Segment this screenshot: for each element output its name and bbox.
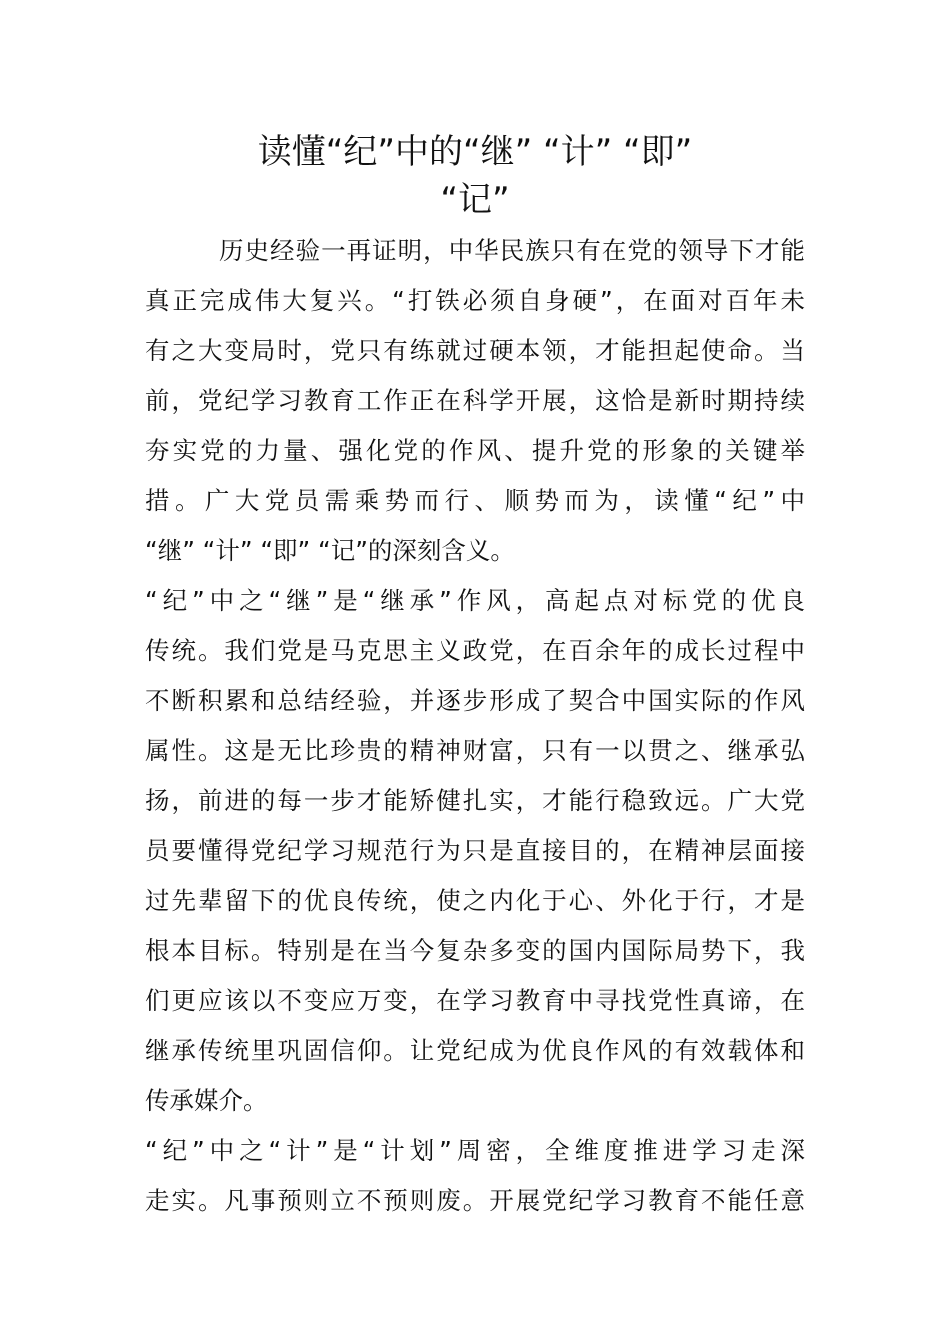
body-line: 过先辈留下的优良传统，使之内化于心、外化于行，才是 [145, 886, 805, 915]
body-line: 传统。我们党是马克思主义政党，在百余年的成长过程中 [145, 636, 805, 665]
body-line: 走实。凡事预则立不预则废。开展党纪学习教育不能任意 [145, 1186, 805, 1215]
body-line: 员要懂得党纪学习规范行为只是直接目的，在精神层面接 [145, 836, 805, 865]
body-line: “继” “计” “即” “记”的深刻含义。 [145, 536, 515, 565]
body-line: 根本目标。特别是在当今复杂多变的国内国际局势下，我 [145, 936, 805, 965]
document-title-line-1: 读懂“纪”中的“继” “计” “即” [257, 132, 693, 172]
body-line: 扬，前进的每一步才能矫健扎实，才能行稳致远。广大党 [145, 786, 805, 815]
body-line: “纪”中之“计”是“计划”周密，全维度推进学习走深 [145, 1136, 805, 1165]
body-line: 措。广大党员需乘势而行、顺势而为，读懂“纪”中 [145, 486, 805, 515]
body-line: 历史经验一再证明，中华民族只有在党的领导下才能 [219, 236, 805, 265]
body-line: 传承媒介。 [145, 1086, 268, 1115]
body-line: 不断积累和总结经验，并逐步形成了契合中国实际的作风 [145, 686, 805, 715]
body-line: 有之大变局时，党只有练就过硬本领，才能担起使命。当 [145, 336, 805, 365]
body-line: “纪”中之“继”是“继承”作风，高起点对标党的优良 [145, 586, 805, 615]
body-line: 们更应该以不变应万变，在学习教育中寻找党性真谛，在 [145, 986, 805, 1015]
body-line: 属性。这是无比珍贵的精神财富，只有一以贯之、继承弘 [145, 736, 805, 765]
body-line: 真正完成伟大复兴。“打铁必须自身硬”，在面对百年未 [145, 286, 805, 315]
body-line: 前，党纪学习教育工作正在科学开展，这恰是新时期持续 [145, 386, 805, 415]
document-title-line-2: “记” [440, 180, 510, 220]
body-line: 继承传统里巩固信仰。让党纪成为优良作风的有效载体和 [145, 1036, 805, 1065]
body-line: 夯实党的力量、强化党的作风、提升党的形象的关键举 [145, 436, 805, 465]
